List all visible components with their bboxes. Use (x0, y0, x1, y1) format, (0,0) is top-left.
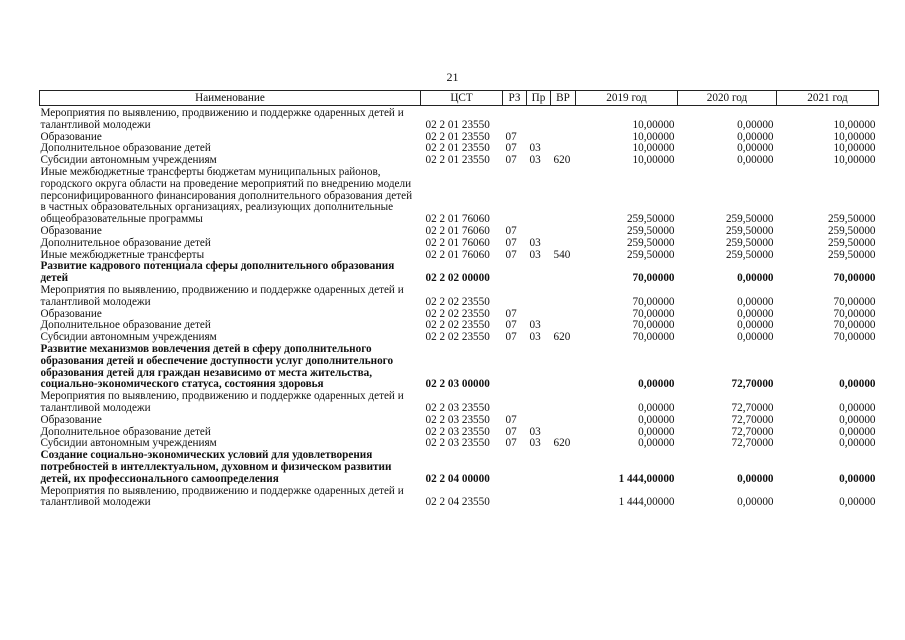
cell-rz (503, 285, 527, 309)
cell-2020: 72,70000 (731, 437, 774, 450)
cell-pr (527, 167, 551, 226)
cell-name: Дополнительное образование детей (40, 142, 211, 155)
cell-pr: 03 (529, 154, 541, 167)
cell-2019: 259,50000 (626, 213, 675, 226)
cell-pr: 03 (529, 319, 541, 332)
header-cst: ЦСТ (421, 91, 503, 106)
header-rz: РЗ (503, 91, 527, 106)
cell-2020: 259,50000 (725, 236, 774, 249)
cell-2019: 70,00000 (632, 272, 675, 285)
cell-cst: 02 2 04 23550 (425, 496, 490, 509)
cell-pr: 03 (529, 437, 541, 450)
cell-2019: 1 444,00000 (618, 496, 675, 509)
cell-vr (551, 486, 576, 510)
cell-2021: 70,00000 (833, 272, 876, 285)
table-row (40, 238, 879, 250)
cell-name: Мероприятия по выявлению, продвижению и поддержке одаренных детей и талантливой молодежи (40, 107, 404, 131)
cell-rz (503, 344, 527, 391)
cell-vr (551, 226, 576, 238)
cell-2019: 70,00000 (632, 331, 675, 344)
cell-cst: 02 2 03 23550 (425, 425, 490, 438)
cell-vr (551, 167, 576, 226)
header-name: Наименование (40, 91, 421, 106)
cell-cst: 02 2 02 00000 (425, 272, 490, 285)
cell-cst: 02 2 02 23550 (425, 331, 490, 344)
cell-2020: 0,00000 (737, 319, 774, 332)
header-2021: 2021 год (777, 91, 879, 106)
cell-2020: 0,00000 (737, 130, 774, 143)
cell-2021: 0,00000 (839, 472, 876, 485)
cell-2021: 259,50000 (827, 224, 876, 237)
cell-vr (551, 132, 576, 144)
cell-cst: 02 2 01 23550 (425, 118, 490, 131)
cell-2019: 0,00000 (638, 425, 675, 438)
cell-rz: 07 (505, 130, 517, 143)
budget-table (39, 90, 879, 509)
cell-vr: 620 (553, 154, 571, 167)
cell-cst: 02 2 01 76060 (425, 248, 490, 261)
cell-2021: 70,00000 (833, 331, 876, 344)
cell-vr (551, 238, 576, 250)
header-vr: ВР (551, 91, 576, 106)
cell-rz: 07 (505, 425, 517, 438)
cell-pr (527, 106, 551, 132)
table-row (40, 106, 879, 132)
cell-name: Создание социально-экономических условий для удовлетворения потребностей в интеллектуальном, духовном и физическом развитии детей, их профессионального самоопределения (40, 449, 392, 485)
cell-2020: 0,00000 (737, 331, 774, 344)
cell-vr (551, 309, 576, 321)
cell-pr: 03 (529, 142, 541, 155)
cell-vr (551, 106, 576, 132)
cell-2021: 70,00000 (833, 319, 876, 332)
cell-rz: 07 (505, 224, 517, 237)
cell-cst: 02 2 03 23550 (425, 401, 490, 414)
cell-2020: 0,00000 (737, 118, 774, 131)
cell-rz (503, 450, 527, 485)
cell-2019: 70,00000 (632, 295, 675, 308)
cell-2021: 0,00000 (839, 401, 876, 414)
cell-2020: 0,00000 (737, 142, 774, 155)
cell-cst: 02 2 03 23550 (425, 437, 490, 450)
cell-vr: 620 (553, 331, 571, 344)
cell-pr (527, 486, 551, 510)
table-row (40, 344, 879, 391)
cell-pr (527, 450, 551, 485)
cell-2021: 70,00000 (833, 295, 876, 308)
cell-name: Иные межбюджетные трансферты бюджетам муниципальных районов, городского округа области на проведение мероприятий по внедрению модели персонифицированного финансирования дополнительного образования детей в частных образовательных организациях, реализующих дополнительные общеобразовательные программы (40, 165, 413, 226)
cell-name: Развитие механизмов вовлечения детей в сферу дополнительного образования детей и обеспечение доступности услуг дополнительного образования детей для граждан независимо от места жительства, социально-экономического статуса, состояния здоровья (40, 342, 394, 391)
cell-2019: 259,50000 (626, 224, 675, 237)
table-row (40, 450, 879, 485)
cell-2019: 10,00000 (632, 130, 675, 143)
cell-2019: 0,00000 (638, 437, 675, 450)
table-body (40, 106, 879, 510)
cell-name: Субсидии автономным учреждениям (40, 331, 217, 344)
cell-2021: 0,00000 (839, 413, 876, 426)
cell-pr (527, 391, 551, 415)
cell-2020: 259,50000 (725, 248, 774, 261)
cell-vr (551, 344, 576, 391)
cell-2021: 0,00000 (839, 437, 876, 450)
cell-cst: 02 2 01 23550 (425, 130, 490, 143)
cell-2019: 10,00000 (632, 118, 675, 131)
cell-2021: 10,00000 (833, 130, 876, 143)
cell-2021: 259,50000 (827, 248, 876, 261)
header-2019: 2019 год (576, 91, 678, 106)
table-row (40, 486, 879, 510)
header-pr: Пр (527, 91, 551, 106)
cell-2019: 259,50000 (626, 236, 675, 249)
cell-pr (527, 261, 551, 285)
cell-name: Мероприятия по выявлению, продвижению и поддержке одаренных детей и талантливой молодежи (40, 484, 404, 509)
table-row (40, 285, 879, 309)
cell-cst: 02 2 03 00000 (425, 378, 490, 391)
cell-cst: 02 2 03 23550 (425, 413, 490, 426)
table-row (40, 226, 879, 238)
cell-2021: 10,00000 (833, 154, 876, 167)
cell-cst: 02 2 02 23550 (425, 319, 490, 332)
table-row (40, 167, 879, 226)
cell-2019: 0,00000 (638, 413, 675, 426)
cell-vr (551, 285, 576, 309)
cell-cst: 02 2 01 76060 (425, 236, 490, 249)
cell-2020: 72,70000 (731, 378, 774, 391)
cell-2020: 0,00000 (737, 295, 774, 308)
cell-pr: 03 (529, 248, 541, 261)
cell-rz: 07 (505, 248, 517, 261)
cell-name: Мероприятия по выявлению, продвижению и поддержке одаренных детей и талантливой молодежи (40, 283, 404, 308)
cell-2020: 0,00000 (737, 154, 774, 167)
cell-2021: 259,50000 (827, 236, 876, 249)
cell-vr (551, 450, 576, 485)
cell-2021: 10,00000 (833, 142, 876, 155)
cell-cst: 02 2 04 00000 (425, 472, 490, 485)
cell-name: Образование (40, 224, 102, 237)
cell-cst: 02 2 01 23550 (425, 154, 490, 167)
cell-rz (503, 261, 527, 285)
cell-pr (527, 285, 551, 309)
cell-2020: 259,50000 (725, 224, 774, 237)
table-header-row (40, 91, 879, 106)
cell-2021: 10,00000 (833, 118, 876, 131)
cell-name: Иные межбюджетные трансферты (40, 248, 205, 261)
page-number: 21 (446, 70, 459, 84)
cell-2020: 0,00000 (737, 307, 774, 320)
table-row (40, 261, 879, 285)
cell-rz: 07 (505, 319, 517, 332)
cell-2019: 70,00000 (632, 319, 675, 332)
cell-vr: 620 (553, 437, 571, 450)
cell-2021: 259,50000 (827, 213, 876, 226)
cell-2019: 10,00000 (632, 154, 675, 167)
cell-rz: 07 (505, 142, 517, 155)
cell-pr (527, 415, 551, 427)
cell-rz: 07 (505, 236, 517, 249)
cell-2020: 72,70000 (731, 425, 774, 438)
cell-2020: 0,00000 (737, 472, 774, 485)
header-2020: 2020 год (678, 91, 777, 106)
cell-2021: 70,00000 (833, 307, 876, 320)
cell-2019: 10,00000 (632, 142, 675, 155)
cell-name: Развитие кадрового потенциала сферы дополнительного образования детей (40, 260, 395, 285)
cell-cst: 02 2 01 23550 (425, 142, 490, 155)
cell-name: Образование (40, 307, 102, 320)
cell-rz (503, 167, 527, 226)
cell-2021: 0,00000 (839, 496, 876, 509)
cell-2020: 0,00000 (737, 272, 774, 285)
table-row (40, 391, 879, 415)
cell-pr: 03 (529, 236, 541, 249)
cell-rz (503, 486, 527, 510)
table-row (40, 415, 879, 427)
cell-rz: 07 (505, 413, 517, 426)
cell-cst: 02 2 02 23550 (425, 307, 490, 320)
cell-2020: 259,50000 (725, 213, 774, 226)
cell-2019: 0,00000 (638, 401, 675, 414)
cell-name: Субсидии автономным учреждениям (40, 154, 217, 167)
cell-2021: 0,00000 (839, 425, 876, 438)
cell-pr: 03 (529, 331, 541, 344)
cell-name: Образование (40, 413, 102, 426)
cell-name: Дополнительное образование детей (40, 236, 211, 249)
cell-cst: 02 2 01 76060 (425, 213, 490, 226)
cell-pr: 03 (529, 425, 541, 438)
cell-pr (527, 226, 551, 238)
cell-2019: 0,00000 (638, 378, 675, 391)
cell-name: Мероприятия по выявлению, продвижению и поддержке одаренных детей и талантливой молодежи (40, 390, 404, 414)
cell-name: Дополнительное образование детей (40, 425, 211, 438)
cell-rz: 07 (505, 437, 517, 450)
cell-vr (551, 261, 576, 285)
cell-rz (503, 106, 527, 132)
cell-rz (503, 391, 527, 415)
cell-rz: 07 (505, 154, 517, 167)
cell-cst: 02 2 01 76060 (425, 224, 490, 237)
cell-rz: 07 (505, 331, 517, 344)
cell-2020: 72,70000 (731, 401, 774, 414)
cell-cst: 02 2 02 23550 (425, 295, 490, 308)
cell-2019: 70,00000 (632, 307, 675, 320)
cell-vr (551, 391, 576, 415)
cell-2020: 0,00000 (737, 496, 774, 509)
cell-vr (551, 415, 576, 427)
cell-vr: 540 (553, 248, 571, 261)
cell-2021: 0,00000 (839, 378, 876, 391)
cell-name: Субсидии автономным учреждениям (40, 437, 217, 450)
cell-2019: 1 444,00000 (618, 472, 675, 485)
cell-name: Образование (40, 130, 102, 143)
cell-2020: 72,70000 (731, 413, 774, 426)
cell-2019: 259,50000 (626, 248, 675, 261)
cell-rz: 07 (505, 307, 517, 320)
cell-pr (527, 344, 551, 391)
cell-name: Дополнительное образование детей (40, 319, 211, 332)
